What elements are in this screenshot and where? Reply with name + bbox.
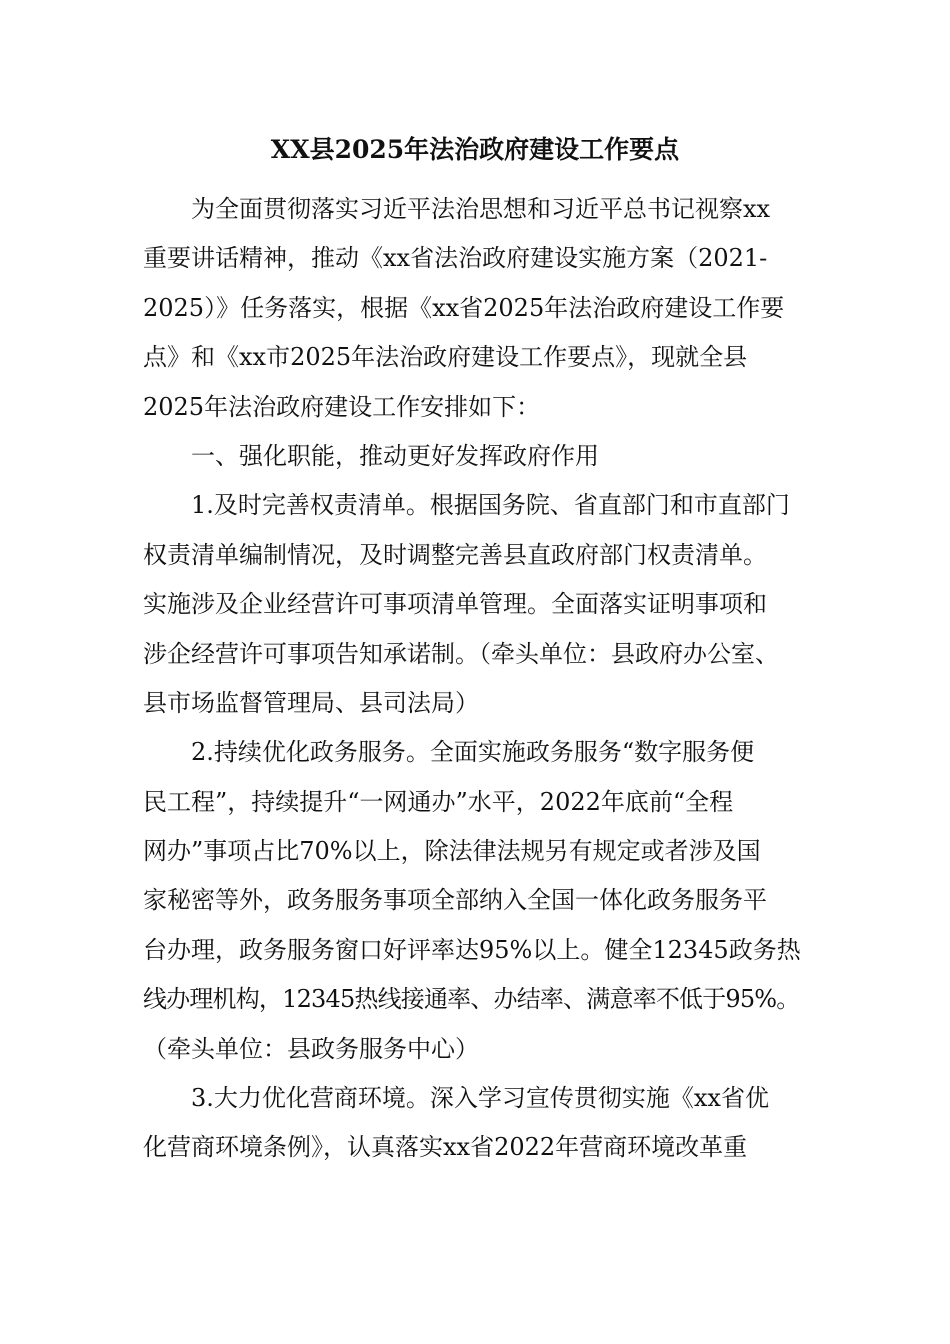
body-line: 线办理机构，12345热线接通率、办结率、满意率不低于95%。 [143,985,800,1014]
body-line: 民工程”，持续提升“一网通办”水平，2022年底前“全程 [143,787,734,816]
document-title: XX县2025年法治政府建设工作要点 [270,135,680,164]
body-line: 重要讲话精神，推动《xx省法治政府建设实施方案（2021- [143,244,768,273]
body-line: 网办”事项占比70%以上，除法律法规另有规定或者涉及国 [143,837,761,866]
body-line: 为全面贯彻落实习近平法治思想和习近平总书记视察xx [191,195,771,223]
body-line: 2025）》任务落实，根据《xx省2025年法治政府建设工作要 [143,293,785,322]
body-line: 化营商环境条例》，认真落实xx省2022年营商环境改革重 [143,1133,748,1162]
body-line: 县市场监督管理局、县司法局） [143,688,479,717]
body-line: 家秘密等外，政务服务事项全部纳入全国一体化政务服务平 [143,886,767,915]
body-line: 1.及时完善权责清单。根据国务院、省直部门和市直部门 [191,491,790,520]
section-heading: 一、强化职能，推动更好发挥政府作用 [191,441,599,470]
body-line: 点》和《xx市2025年法治政府建设工作要点》，现就全县 [143,343,748,372]
document-body [143,185,806,1173]
body-line: 涉企经营许可事项告知承诺制。（牵头单位：县政府办公室、 [143,639,779,668]
body-line: 2025年法治政府建设工作安排如下： [143,392,541,421]
body-line: 实施涉及企业经营许可事项清单管理。全面落实证明事项和 [143,590,767,619]
body-line: 2.持续优化政务服务。全面实施政务服务“数字服务便 [191,738,755,767]
body-line: 权责清单编制情况，及时调整完善县直政府部门权责清单。 [143,540,767,569]
body-line: 台办理，政务服务窗口好评率达95%以上。健全12345政务热 [143,935,801,964]
body-line: 3.大力优化营商环境。深入学习宣传贯彻实施《xx省优 [191,1084,769,1113]
body-line: （牵头单位：县政务服务中心） [143,1034,479,1063]
